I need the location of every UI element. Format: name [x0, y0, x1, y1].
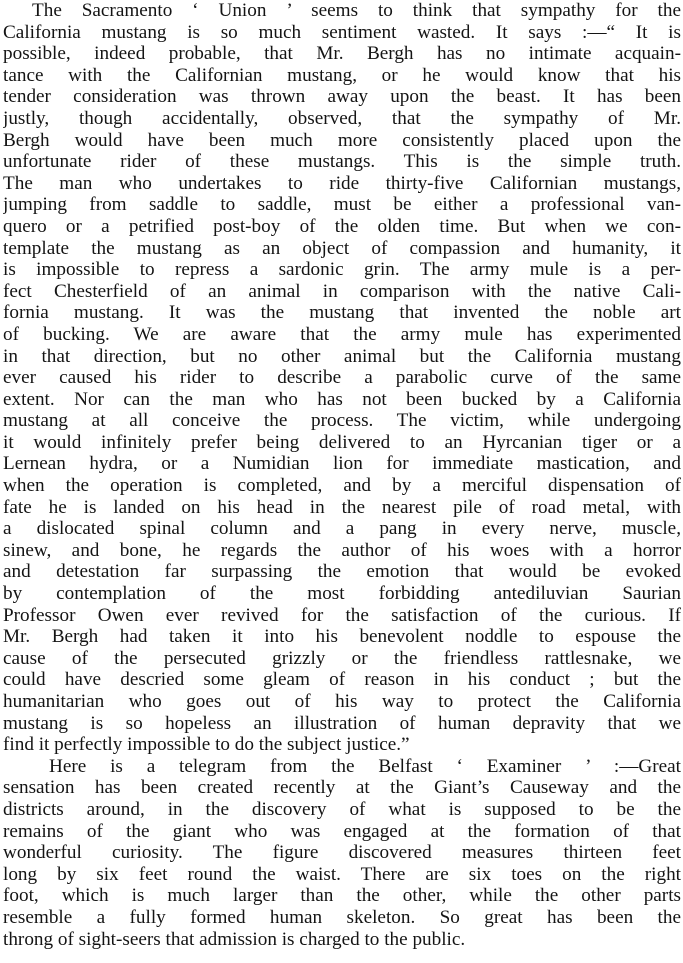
text-line: fate he is landed on his head in the nearest pile of road metal, with	[3, 496, 681, 518]
text-line: throng of sight-seers that admission is charged to the public.	[3, 928, 466, 950]
text-line: a dislocated spinal column and a pang in every nerve, muscle,	[3, 518, 681, 540]
text-line: Lernean hydra, or a Numidian lion for immediate mastication, and	[3, 453, 681, 475]
text-line: foot, which is much larger than the other, while the other parts	[3, 885, 681, 907]
text-line: sensation has been created recently at the Giant’s Causeway and the	[3, 777, 681, 799]
text-line: find it perfectly impossible to do the subject justice.”	[3, 734, 410, 756]
text-line: is impossible to repress a sardonic grin. The army mule is a per-	[3, 259, 681, 281]
text-line: ever caused his rider to describe a parabolic curve of the same	[3, 367, 681, 389]
text-line: humanitarian who goes out of his way to protect the California	[3, 691, 681, 712]
text-line: template the mustang as an object of compassion and humanity, it	[3, 237, 681, 259]
text-line: of bucking. We are aware that the army mule has experimented	[3, 323, 681, 345]
text-line: The man who undertakes to ride thirty-five Californian mustangs,	[3, 172, 681, 194]
text-line: Mr. Bergh had taken it into his benevolent noddle to espouse the	[3, 626, 681, 648]
paragraph-sacramento-union	[3, 0, 681, 756]
text-line: sinew, and bone, he regards the author of his woes with a horror	[3, 539, 681, 561]
text-line: mustang at all conceive the process. The victim, while undergoing	[3, 410, 681, 432]
text-line: possible, indeed probable, that Mr. Bergh has no intimate acquain-	[3, 43, 681, 65]
text-line: Here is a telegram from the Belfast ‘ Examiner ’ :—Great	[49, 755, 681, 777]
text-line: when the operation is completed, and by a merciful dispensation of	[3, 475, 681, 497]
text-line: fornia mustang. It was the mustang that invented the noble art	[3, 302, 681, 324]
text-line: jumping from saddle to saddle, must be either a professional van-	[3, 194, 681, 216]
text-line: wonderful curiosity. The figure discovered measures thirteen feet	[3, 842, 681, 864]
text-line: in that direction, but no other animal but the California mustang	[3, 345, 681, 367]
text-line: Bergh would have been much more consistently placed upon the	[3, 129, 681, 151]
text-line: tance with the Californian mustang, or he would know that his	[3, 64, 681, 86]
text-line: it would infinitely prefer being delivered to an Hyrcanian tiger or a	[3, 431, 681, 453]
newspaper-column	[3, 0, 681, 963]
text-line: long by six feet round the waist. There are six toes on the right	[3, 863, 681, 885]
text-line: districts around, in the discovery of what is supposed to be the	[3, 798, 681, 820]
paragraph-belfast-examiner	[3, 756, 681, 950]
text-line: remains of the giant who was engaged at the formation of that	[3, 820, 681, 842]
text-line: justly, though accidentally, observed, that the sympathy of Mr.	[3, 107, 681, 129]
text-line: The Sacramento ‘ Union ’ seems to think that sympathy for the	[32, 0, 681, 21]
text-line: could have descried some gleam of reason in his conduct ; but the	[3, 669, 681, 691]
text-line: Professor Owen ever revived for the satisfaction of the curious. If	[3, 604, 681, 626]
text-line: fect Chesterfield of an animal in comparison with the native Cali-	[3, 280, 681, 302]
text-line: unfortunate rider of these mustangs. This is the simple truth.	[3, 151, 681, 173]
text-line: resemble a fully formed human skeleton. So great has been the	[3, 906, 681, 928]
text-line: extent. Nor can the man who has not been bucked by a California	[3, 388, 681, 410]
text-line: tender consideration was thrown away upon the beast. It has been	[3, 86, 681, 108]
text-line: California mustang is so much sentiment wasted. It says :—“ It is	[3, 21, 681, 43]
text-line: mustang is so hopeless an illustration of human depravity that we	[3, 712, 681, 734]
text-line: cause of the persecuted grizzly or the friendless rattlesnake, we	[3, 647, 681, 669]
text-line: quero or a petrified post-boy of the olden time. But when we con-	[3, 215, 681, 237]
text-line: by contemplation of the most forbidding antediluvian Saurian	[3, 583, 681, 605]
text-line: and detestation far surpassing the emotion that would be evoked	[3, 561, 681, 583]
